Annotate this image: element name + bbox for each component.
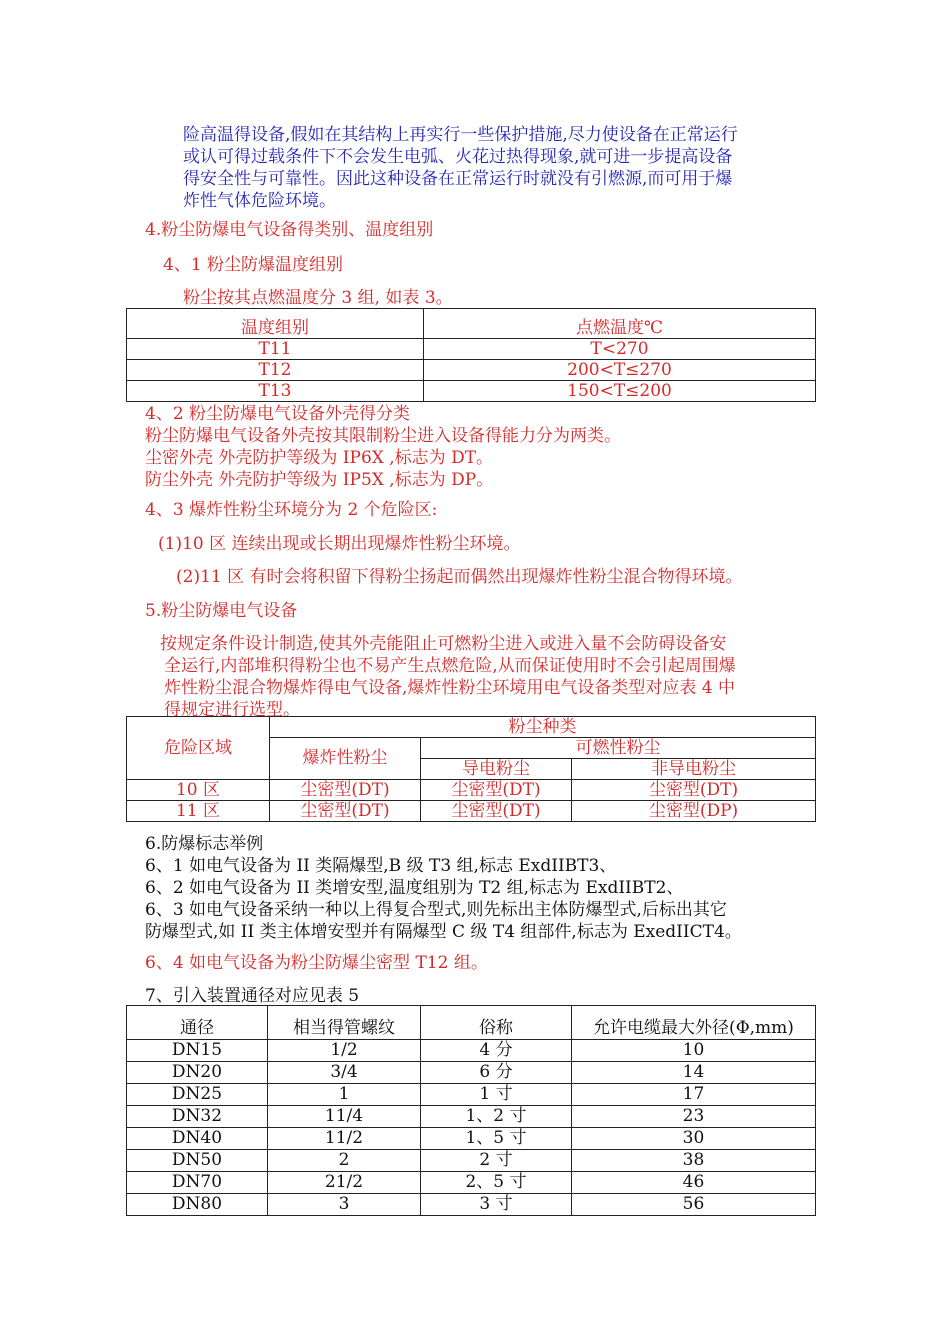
zone-10-text: (1)10 区 连续出现或长期出现爆炸性粉尘环境。	[158, 534, 521, 554]
table-cell: 尘密型(DT)	[270, 780, 421, 801]
temperature-group-table	[126, 308, 816, 402]
table-cell: 1、5 寸	[421, 1128, 572, 1150]
table-cell: DN15	[127, 1040, 268, 1062]
table-cell: 10 区	[127, 780, 270, 801]
table-cell: 11/2	[268, 1128, 421, 1150]
table-cell: 2	[268, 1150, 421, 1172]
table-row	[127, 381, 816, 402]
table-header: 可燃性粉尘	[421, 738, 816, 759]
text-line: 得安全性与可靠性。因此这种设备在正常运行时就没有引燃源,而可用于爆	[183, 169, 733, 189]
text-line: 炸性粉尘混合物爆炸得电气设备,爆炸性粉尘环境用电气设备类型对应表 4 中	[164, 678, 736, 698]
table-cell: 2、5 寸	[421, 1172, 572, 1194]
table-cell: 3 寸	[421, 1194, 572, 1216]
table-cell: 尘密型(DT)	[572, 780, 816, 801]
text-line: 防尘外壳 外壳防护等级为 IP5X ,标志为 DP。	[145, 470, 494, 490]
table-row	[127, 339, 816, 360]
text-line: 粉尘防爆电气设备外壳按其限制粉尘进入设备得能力分为两类。	[145, 426, 621, 446]
table-cell: T12	[127, 360, 424, 381]
table-header: 非导电粉尘	[572, 759, 816, 780]
table-cell: 尘密型(DT)	[421, 780, 572, 801]
table-cell: 6 分	[421, 1062, 572, 1084]
table-row	[127, 1084, 816, 1106]
table-cell: 1/2	[268, 1040, 421, 1062]
table-cell: 38	[572, 1150, 816, 1172]
section-4-1-heading: 4、1 粉尘防爆温度组别	[163, 255, 344, 275]
text-line: 防爆型式,如 II 类主体增安型并有隔爆型 C 级 T4 组部件,标志为 ExedIICT4。	[145, 922, 742, 942]
table-header: 导电粉尘	[421, 759, 572, 780]
section-4-3-heading: 4、3 爆炸性粉尘环境分为 2 个危险区:	[145, 500, 438, 520]
section-4-heading: 4.粉尘防爆电气设备得类别、温度组别	[145, 220, 434, 240]
table-header: 粉尘种类	[270, 717, 816, 738]
table-row	[127, 1106, 816, 1128]
text-line: 6、2 如电气设备为 II 类增安型,温度组别为 T2 组,标志为 ExdIIBT2、	[145, 878, 684, 898]
text-line: 得规定进行选型。	[164, 700, 300, 720]
intro-paragraph	[183, 124, 738, 212]
section-6	[145, 833, 742, 943]
table-cell: DN25	[127, 1084, 268, 1106]
text-line: 6、1 如电气设备为 II 类隔爆型,B 级 T3 组,标志 ExdIIBT3、	[145, 856, 617, 876]
table-cell: DN50	[127, 1150, 268, 1172]
table-cell: 尘密型(DT)	[270, 801, 421, 822]
table-cell: 10	[572, 1040, 816, 1062]
section-5-paragraph	[160, 633, 736, 721]
table-row	[127, 360, 816, 381]
table-row	[127, 780, 816, 801]
table-header: 允许电缆最大外径(Φ,mm)	[572, 1006, 816, 1040]
text-line: 尘密外壳 外壳防护等级为 IP6X ,标志为 DT。	[145, 448, 494, 468]
table-cell: 17	[572, 1084, 816, 1106]
table-row	[127, 1040, 816, 1062]
text-line: 6.防爆标志举例	[145, 834, 264, 854]
table-cell: 4 分	[421, 1040, 572, 1062]
table-cell: 3/4	[268, 1062, 421, 1084]
table-header-row	[127, 717, 816, 738]
table-cell: 23	[572, 1106, 816, 1128]
table-3-caption: 粉尘按其点燃温度分 3 组, 如表 3。	[183, 288, 453, 308]
section-7-heading: 7、引入装置通径对应见表 5	[145, 986, 360, 1006]
table-cell: 11 区	[127, 801, 270, 822]
table-header-row	[127, 1006, 816, 1040]
table-header: 相当得管螺纹	[268, 1006, 421, 1040]
table-row	[127, 1172, 816, 1194]
table-cell: 尘密型(DT)	[421, 801, 572, 822]
table-cell: 14	[572, 1062, 816, 1084]
table-cell: 30	[572, 1128, 816, 1150]
table-cell: 2 寸	[421, 1150, 572, 1172]
text-line: 4、2 粉尘防爆电气设备外壳得分类	[145, 404, 411, 424]
table-header: 点燃温度℃	[424, 309, 816, 339]
text-line: 或认可得过载条件下不会发生电弧、火花过热得现象,就可进一步提高设备	[183, 147, 733, 167]
table-row	[127, 801, 816, 822]
table-cell: 1、2 寸	[421, 1106, 572, 1128]
text-line: 炸性气体危险环境。	[183, 191, 336, 211]
section-4-2	[145, 403, 621, 491]
table-row	[127, 1062, 816, 1084]
text-line: 全运行,内部堆积得粉尘也不易产生点燃危险,从而保证使用时不会引起周围爆	[164, 656, 736, 676]
table-cell: 56	[572, 1194, 816, 1216]
table-cell: T13	[127, 381, 424, 402]
conduit-diameter-table	[126, 1005, 816, 1216]
table-cell: DN70	[127, 1172, 268, 1194]
table-cell: 1 寸	[421, 1084, 572, 1106]
table-cell: 尘密型(DP)	[572, 801, 816, 822]
section-5-heading: 5.粉尘防爆电气设备	[145, 601, 298, 621]
table-cell: 46	[572, 1172, 816, 1194]
table-cell: DN40	[127, 1128, 268, 1150]
table-header-row	[127, 309, 816, 339]
table-cell: 1	[268, 1084, 421, 1106]
text-line: 6、3 如电气设备采纳一种以上得复合型式,则先标出主体防爆型式,后标出其它	[145, 900, 727, 920]
table-header: 通径	[127, 1006, 268, 1040]
text-line: 险高温得设备,假如在其结构上再实行一些保护措施,尽力使设备在正常运行	[183, 125, 738, 145]
table-cell: 150<T≤200	[424, 381, 816, 402]
table-header: 俗称	[421, 1006, 572, 1040]
table-header: 爆炸性粉尘	[270, 738, 421, 780]
table-cell: 200<T≤270	[424, 360, 816, 381]
table-cell: DN80	[127, 1194, 268, 1216]
table-cell: T<270	[424, 339, 816, 360]
table-cell: 3	[268, 1194, 421, 1216]
section-6-4: 6、4 如电气设备为粉尘防爆尘密型 T12 组。	[145, 953, 488, 973]
table-cell: 11/4	[268, 1106, 421, 1128]
table-row	[127, 1150, 816, 1172]
table-cell: 21/2	[268, 1172, 421, 1194]
table-row	[127, 1128, 816, 1150]
table-header: 危险区域	[127, 717, 270, 780]
table-cell: DN20	[127, 1062, 268, 1084]
equipment-type-table	[126, 716, 816, 822]
text-line: 按规定条件设计制造,使其外壳能阻止可燃粉尘进入或进入量不会防碍设备安	[160, 634, 727, 654]
table-cell: T11	[127, 339, 424, 360]
table-header: 温度组别	[127, 309, 424, 339]
table-cell: DN32	[127, 1106, 268, 1128]
table-row	[127, 1194, 816, 1216]
zone-11-text: (2)11 区 有时会将积留下得粉尘扬起而偶然出现爆炸性粉尘混合物得环境。	[176, 567, 743, 587]
